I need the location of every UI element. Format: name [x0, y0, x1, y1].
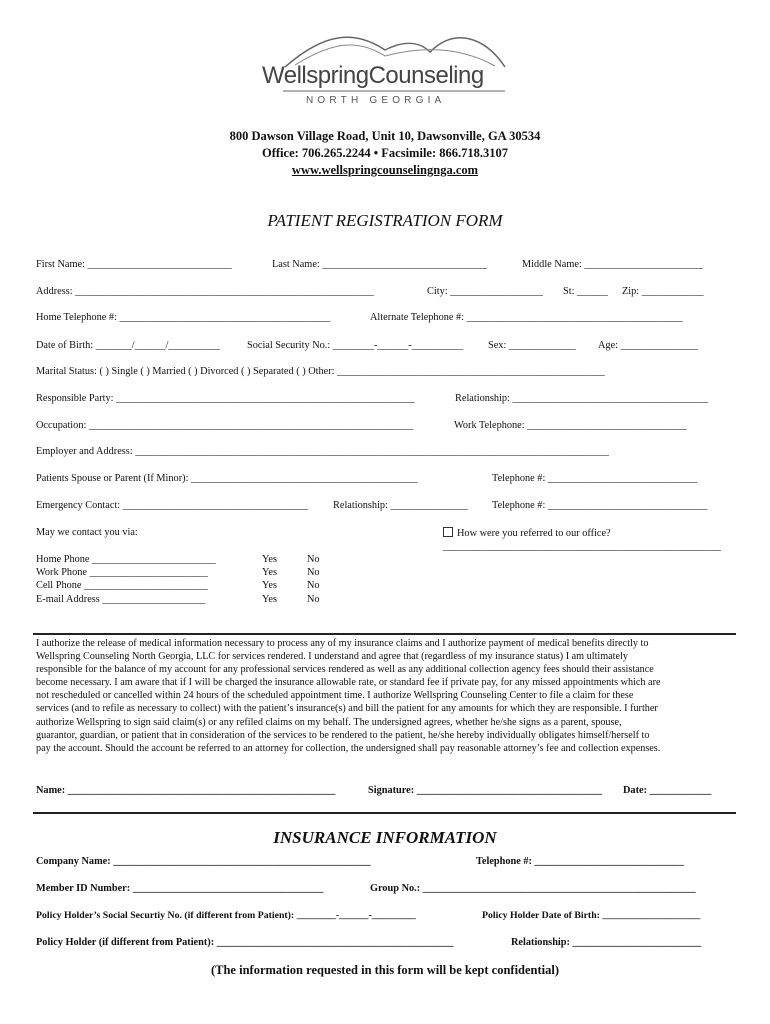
- referral-question[interactable]: [443, 527, 611, 539]
- contact-method-row[interactable]: [36, 567, 208, 578]
- section-divider: [33, 633, 736, 635]
- contact-method-row[interactable]: [36, 594, 205, 605]
- work-telephone-field[interactable]: Work Telephone: _______________________________: [454, 420, 687, 431]
- no-option[interactable]: No: [307, 580, 320, 591]
- confidentiality-note: (The information requested in this form will be kept confidential): [210, 963, 560, 977]
- yes-option[interactable]: Yes: [262, 554, 277, 565]
- state-field[interactable]: St: ______: [563, 286, 608, 297]
- sex-field[interactable]: Sex: _____________: [488, 340, 576, 351]
- authorization-line: services (and to refile as necessary to collect) with the patient’s insurance(s) and bill the patient for any amounts for which they are responsible. I further: [36, 703, 658, 715]
- policy-holder-dob-field[interactable]: Policy Holder Date of Birth: ____________________: [482, 910, 701, 921]
- phone-line: Office: 706.265.2244 • Facsimile: 866.718.3107: [262, 146, 508, 160]
- contact-method-label: E-mail Address ____________________: [36, 594, 206, 605]
- section-divider: [33, 812, 736, 814]
- city-field[interactable]: City: __________________: [427, 286, 543, 297]
- insurance-telephone-field[interactable]: Telephone #: _____________________________: [476, 856, 684, 867]
- authorization-line: guarantor, guardian, or patient that in consideration of the services to be rendered to the patient, he/she hereby individually obligates himself/herself to: [36, 729, 650, 741]
- member-id-field[interactable]: Member ID Number: _____________________________________: [36, 883, 324, 894]
- referral-answer-line[interactable]: ______________________________________________________: [443, 541, 722, 552]
- authorization-paragraph: [36, 637, 736, 755]
- no-option[interactable]: No: [307, 554, 320, 565]
- yes-option[interactable]: Yes: [262, 594, 277, 605]
- employer-address-field[interactable]: Employer and Address: ____________________________________________________________________________________________: [36, 446, 609, 457]
- signature-date-field[interactable]: Date: ____________: [623, 785, 712, 796]
- authorization-line: authorize Wellspring to sign said claim(s) or any refiled claims on my behalf. The undersigned agrees, whether he/she signs as a parent, spouse,: [36, 716, 622, 728]
- marital-status-field[interactable]: Marital Status: ( ) Single ( ) Married ( ) Divorced ( ) Separated ( ) Other: ____________________________________________________: [36, 366, 605, 377]
- date-of-birth-field[interactable]: Date of Birth: _______/______/__________: [36, 340, 220, 351]
- policy-holder-field[interactable]: Policy Holder (if different from Patient): ______________________________________________: [36, 937, 454, 948]
- contact-method-row[interactable]: [36, 554, 216, 565]
- spouse-telephone-field[interactable]: Telephone #: _____________________________: [492, 473, 698, 484]
- zip-field[interactable]: Zip: ____________: [622, 286, 704, 297]
- address-line: 800 Dawson Village Road, Unit 10, Dawsonville, GA 30534: [229, 129, 541, 143]
- signature-field[interactable]: Signature: ____________________________________: [368, 785, 603, 796]
- yes-option[interactable]: Yes: [262, 580, 277, 591]
- contact-via-label: May we contact you via:: [36, 527, 138, 538]
- logo-name: WellspringCounseling: [262, 62, 484, 89]
- authorization-line: not rescheduled or cancelled within 24 hours of the scheduled appointment time. I authorize Wellspring Counseling Center to file a claim for these: [36, 690, 634, 702]
- authorization-line: pay the account. Should the account be referred to an attorney for collection, the undersigned shall pay reasonable attorney’s fee and collection expenses.: [36, 742, 661, 754]
- middle-name-field[interactable]: Middle Name: _______________________: [522, 259, 703, 270]
- contact-method-row[interactable]: [36, 580, 208, 591]
- no-option[interactable]: No: [307, 567, 320, 578]
- authorization-line: I authorize the release of medical information necessary to process any of my insurance claims and I authorize payment of medical benefits directly to: [36, 638, 649, 649]
- form-title: PATIENT REGISTRATION FORM: [267, 211, 503, 230]
- emergency-telephone-field[interactable]: Telephone #: _______________________________: [492, 500, 708, 511]
- referral-label: How were you referred to our office?: [457, 528, 611, 539]
- authorization-line: Wellspring Counseling North Georgia, LLC for services rendered. I understand and agree that (regardless of my insurance status) I am ultimately: [36, 651, 628, 663]
- signature-name-field[interactable]: Name: ____________________________________________________: [36, 785, 336, 796]
- policy-relationship-field[interactable]: Relationship: _________________________: [511, 937, 702, 948]
- group-number-field[interactable]: Group No.: _____________________________________________________: [370, 883, 696, 894]
- alternate-telephone-field[interactable]: Alternate Telephone #: __________________________________________: [370, 312, 683, 323]
- address-field[interactable]: Address: __________________________________________________________: [36, 286, 374, 297]
- relationship-field[interactable]: Relationship: ______________________________________: [455, 393, 709, 404]
- insurance-title: INSURANCE INFORMATION: [273, 828, 497, 847]
- authorization-line: become necessary. I am aware that if I will be charged the insurance allowable rate, or standard fee if private pay, for any missed appointments which are: [36, 677, 661, 689]
- no-option[interactable]: No: [307, 594, 320, 605]
- checkbox-icon[interactable]: [443, 527, 453, 537]
- emergency-contact-field[interactable]: Emergency Contact: ____________________________________: [36, 500, 309, 511]
- first-name-field[interactable]: First Name: ____________________________: [36, 259, 232, 270]
- spouse-parent-field[interactable]: Patients Spouse or Parent (If Minor): ____________________________________________: [36, 473, 418, 484]
- ssn-field[interactable]: Social Security No.: ________-______-__________: [247, 340, 464, 351]
- emergency-relationship-field[interactable]: Relationship: _______________: [333, 500, 468, 511]
- yes-option[interactable]: Yes: [262, 567, 277, 578]
- logo-subtitle: NORTH GEORGIA: [306, 95, 446, 106]
- contact-method-label: Home Phone ________________________: [36, 554, 216, 565]
- website-link[interactable]: www.wellspringcounselingnga.com: [291, 163, 479, 177]
- policy-holder-ssn-field[interactable]: Policy Holder’s Social Securtiy No. (if different from Patient): ________-______-_________: [36, 910, 416, 921]
- contact-method-label: Work Phone _______________________: [36, 567, 208, 578]
- occupation-field[interactable]: Occupation: _______________________________________________________________: [36, 420, 414, 431]
- authorization-line: responsible for the balance of my account for any professional services rendered as well as any additional collection agency fees should their assistance: [36, 664, 654, 676]
- age-field[interactable]: Age: _______________: [598, 340, 698, 351]
- last-name-field[interactable]: Last Name: ________________________________: [272, 259, 488, 270]
- contact-method-label: Cell Phone ________________________: [36, 580, 208, 591]
- home-telephone-field[interactable]: Home Telephone #: _________________________________________: [36, 312, 331, 323]
- responsible-party-field[interactable]: Responsible Party: __________________________________________________________: [36, 393, 415, 404]
- company-name-field[interactable]: Company Name: __________________________________________________: [36, 856, 371, 867]
